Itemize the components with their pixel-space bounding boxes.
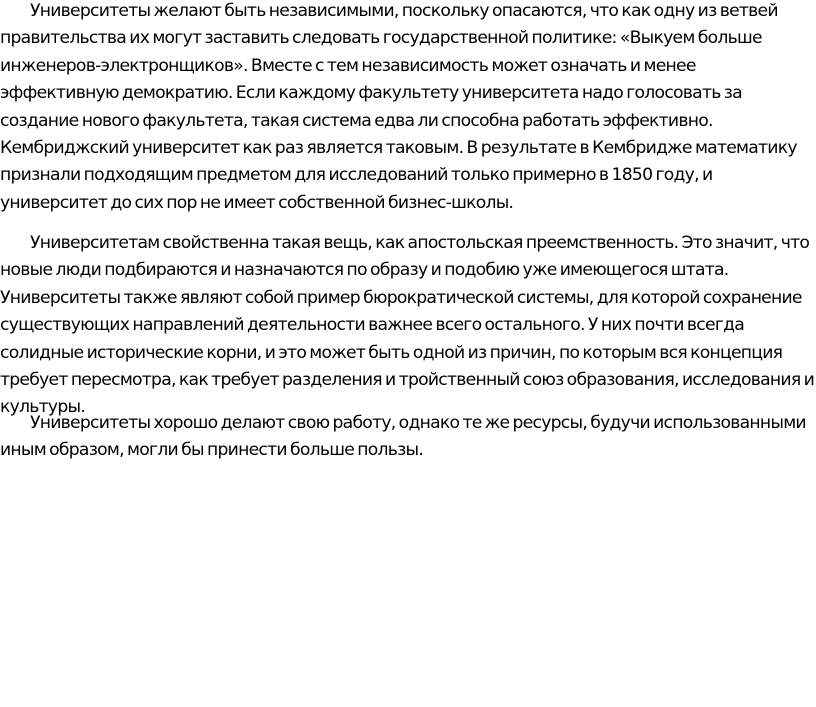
paragraph-3: Университеты хорошо делают свою работу, однако те же ресурсы, будучи использованными иным образом, могли бы принести больше пользы.	[0, 413, 806, 461]
paragraph-1: Университеты желают быть независимыми, поскольку опасаются, что как одну из ветвей правительства их могут заставить следовать государственной политике: «Выкуем больше инженеров-электронщиков». Вместе с тем независимость может означать и менее эффективную демократию. Если каждому факультету университета надо голосовать за создание нового факультета, такая система едва ли способна работать эффективно. Кембриджский университет как раз является таковым. В результате в Кембридже математику признали подходящим предметом для исследований только примерно в 1850 году, и университет до сих пор не имеет собственной бизнес-школы.	[0, 1, 797, 213]
paragraph-2: Университетам свойственна такая вещь, как апостольская преемственность. Это значит, что новые люди подбираются и назначаются по образу и подобию уже имеющегося штата. Университеты также являют собой пример бюрократической системы, для которой сохранение существующих направлений деятельности важнее всего остального. У них почти всегда солидные исторические корни, и это может быть одной из причин, по которым вся концепция требует пересмотра, как требует разделения и тройственный союз образования, исследования и культуры.	[0, 233, 815, 418]
